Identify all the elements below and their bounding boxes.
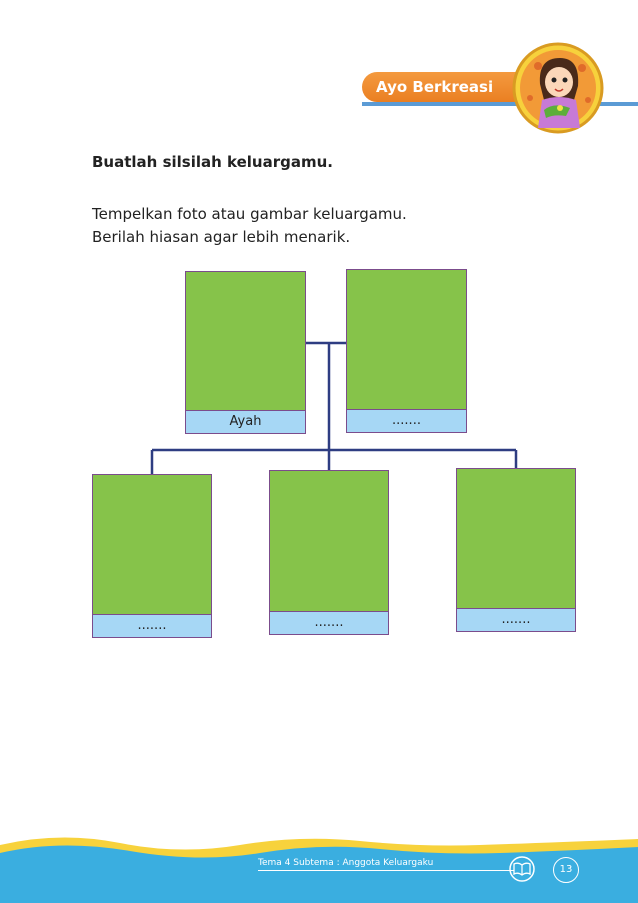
photo-placeholder[interactable] — [456, 468, 576, 609]
page-heading: Buatlah silsilah keluargamu. — [92, 153, 333, 171]
family-card-label: ....... — [92, 614, 212, 638]
family-card-child-1[interactable] — [92, 474, 212, 638]
family-card-label: ....... — [456, 608, 576, 632]
instruction-line: Berilah hiasan agar lebih menarik. — [92, 228, 351, 246]
family-card-child-3[interactable] — [456, 468, 576, 632]
photo-placeholder[interactable] — [185, 271, 306, 411]
section-badge-label: Ayo Berkreasi — [376, 78, 494, 96]
footer-underline — [258, 870, 514, 871]
family-card-father[interactable] — [185, 271, 306, 435]
photo-placeholder[interactable] — [92, 474, 212, 615]
family-card-label: ....... — [269, 611, 389, 635]
footer-theme-text: Tema 4 Subtema : Anggota Keluargaku — [258, 858, 434, 868]
family-card-child-2[interactable] — [269, 470, 389, 635]
photo-placeholder[interactable] — [346, 269, 467, 410]
family-card-label: Ayah — [185, 410, 306, 434]
instruction-line: Tempelkan foto atau gambar keluargamu. — [92, 205, 407, 223]
page-number: 13 — [553, 857, 579, 883]
family-card-mother[interactable] — [346, 269, 467, 434]
family-card-label: ....... — [346, 409, 467, 433]
photo-placeholder[interactable] — [269, 470, 389, 612]
open-book-icon — [508, 856, 536, 882]
